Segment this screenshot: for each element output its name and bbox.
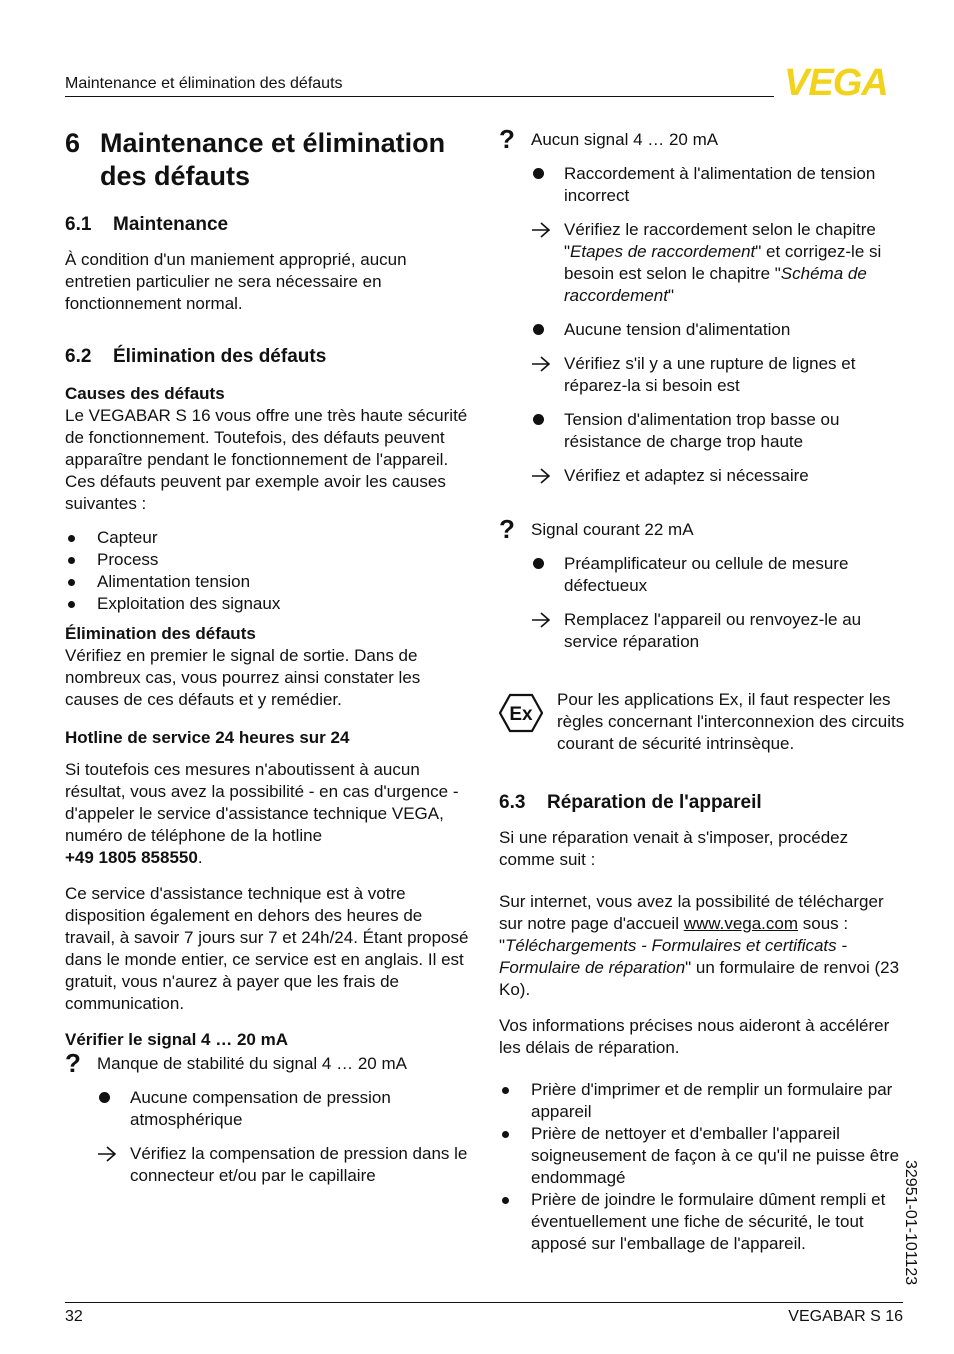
fault-question: ? Manque de stabilité du signal 4 … 20 mA bbox=[65, 1048, 407, 1078]
ex-note bbox=[499, 689, 905, 755]
fault-action: Vérifiez la compensation de pression dans le connecteur et/ou par le capillaire bbox=[97, 1143, 470, 1187]
chapter-heading: Maintenance et élimination des défauts bbox=[100, 128, 446, 191]
repair-intro: Si une réparation venait à s'imposer, procédez comme suit : bbox=[499, 828, 849, 869]
hotline-heading: Hotline de service 24 heures sur 24 bbox=[65, 728, 350, 747]
svg-text:Ex: Ex bbox=[509, 704, 533, 725]
hotline-number: +49 1805 858550 bbox=[65, 848, 198, 867]
causes-heading: Causes des défauts bbox=[65, 384, 225, 403]
product-name: VEGABAR S 16 bbox=[788, 1308, 903, 1325]
arrow-right-icon bbox=[531, 221, 551, 239]
section-6-3-title: 6.3 Réparation de l'appareil bbox=[499, 792, 762, 813]
verify-signal-heading: Vérifier le signal 4 … 20 mA bbox=[65, 1030, 288, 1049]
list-item: Exploitation des signaux bbox=[65, 593, 470, 615]
fault-cause: Aucune compensation de pression atmosphérique bbox=[97, 1087, 470, 1131]
document-code: 32951-01-101123 bbox=[902, 1160, 919, 1286]
chapter-title bbox=[65, 127, 470, 193]
fault-action: Remplacez l'appareil ou renvoyez-le au service réparation bbox=[531, 609, 905, 653]
list-item: Prière de nettoyer et d'emballer l'appareil soigneusement de façon à ce qu'il ne puisse être endommagé bbox=[499, 1123, 905, 1189]
running-header: Maintenance et élimination des défauts bbox=[65, 75, 343, 92]
repair-download-text: Sur internet, vous avez la possibilité de télécharger sur notre page d'accueil www.vega.com sous : "Téléchargements - Formulaires et certificats - Formulaire de réparation" un formulaire de renvoi (23 Ko). bbox=[499, 892, 900, 999]
arrow-right-icon bbox=[531, 611, 551, 629]
chapter-number: 6 bbox=[65, 128, 81, 158]
question-icon: ? bbox=[499, 514, 515, 544]
fault-cause: Aucune tension d'alimentation bbox=[531, 319, 905, 341]
fault-action: Vérifiez et adaptez si nécessaire bbox=[531, 465, 905, 487]
header-divider bbox=[65, 96, 774, 97]
bullet-icon bbox=[533, 558, 544, 569]
hotline-text: Si toutefois ces mesures n'aboutissent à aucun résultat, vous avez la possibilité - en cas d'urgence - d'appeler le service d'assistance technique VEGA, numéro de téléphone de la hotline +49 1805 858550. bbox=[65, 760, 459, 867]
fault-cause: Tension d'alimentation trop basse ou résistance de charge trop haute bbox=[531, 409, 905, 453]
vega-website-link[interactable]: www.vega.com bbox=[683, 914, 799, 933]
arrow-right-icon bbox=[531, 467, 551, 485]
maintenance-text: À condition d'un maniement approprié, aucun entretien particulier ne sera nécessaire en fonctionnement normal. bbox=[65, 250, 407, 313]
list-item: Capteur bbox=[65, 527, 470, 549]
elimination-heading: Élimination des défauts bbox=[65, 624, 256, 643]
section-6-2-title: 6.2 Élimination des défauts bbox=[65, 346, 327, 367]
question-icon: ? bbox=[499, 124, 515, 154]
list-item: Process bbox=[65, 549, 470, 571]
ex-protection-icon bbox=[499, 689, 557, 739]
bullet-icon bbox=[533, 414, 544, 425]
bullet-icon bbox=[533, 324, 544, 335]
repair-info-text: Vos informations précises nous aideront à accélérer les délais de réparation. bbox=[499, 1016, 890, 1057]
fault-action: Vérifiez s'il y a une rupture de lignes et réparez-la si besoin est bbox=[531, 353, 905, 397]
bullet-icon bbox=[533, 168, 544, 179]
arrow-right-icon bbox=[531, 355, 551, 373]
fault-question: ? Aucun signal 4 … 20 mA bbox=[499, 124, 719, 154]
left-column bbox=[65, 127, 470, 1187]
section-6-1-title: 6.1 Maintenance bbox=[65, 214, 229, 235]
fault-cause: Raccordement à l'alimentation de tension incorrect bbox=[531, 163, 905, 207]
causes-list bbox=[65, 527, 470, 615]
vega-logo bbox=[784, 62, 904, 102]
footer-divider bbox=[65, 1302, 903, 1303]
elimination-text: Vérifiez en premier le signal de sortie. Dans de nombreux cas, vous pourrez ainsi constater les causes de ces défauts et y remédier. bbox=[65, 646, 421, 709]
bullet-icon bbox=[99, 1092, 110, 1103]
arrow-right-icon bbox=[97, 1145, 117, 1163]
svg-text:VEGA: VEGA bbox=[784, 62, 888, 102]
repair-list bbox=[499, 1079, 905, 1255]
fault-question: ? Signal courant 22 mA bbox=[499, 514, 694, 544]
fault-cause: Préamplificateur ou cellule de mesure défectueux bbox=[531, 553, 905, 597]
list-item: Alimentation tension bbox=[65, 571, 470, 593]
fault-action: Vérifiez le raccordement selon le chapitre "Etapes de raccordement" et corrigez-le si besoin est selon le chapitre "Schéma de raccordement" bbox=[531, 219, 905, 307]
right-column bbox=[499, 124, 905, 1255]
service-text: Ce service d'assistance technique est à votre disposition également en dehors des heures de travail, à savoir 7 jours sur 7 et 24h/24. Étant proposé dans le monde entier, ce service est en anglais. Il est gratuit, vous n'aurez à payer que les frais de communication. bbox=[65, 884, 469, 1013]
list-item: Prière de joindre le formulaire dûment rempli et éventuellement une fiche de sécurité, le tout apposé sur l'emballage de l'appareil. bbox=[499, 1189, 905, 1255]
list-item: Prière d'imprimer et de remplir un formulaire par appareil bbox=[499, 1079, 905, 1123]
ex-note-text: Pour les applications Ex, il faut respecter les règles concernant l'interconnexion des circuits courant de sécurité intrinsèque. bbox=[557, 690, 905, 753]
question-icon: ? bbox=[65, 1048, 81, 1078]
page-number: 32 bbox=[65, 1308, 83, 1325]
causes-text: Le VEGABAR S 16 vous offre une très haute sécurité de fonctionnement. Toutefois, des défauts peuvent apparaître pendant le fonctionnement de l'appareil. Ces défauts peuvent par exemple avoir les causes suivantes : bbox=[65, 406, 468, 513]
